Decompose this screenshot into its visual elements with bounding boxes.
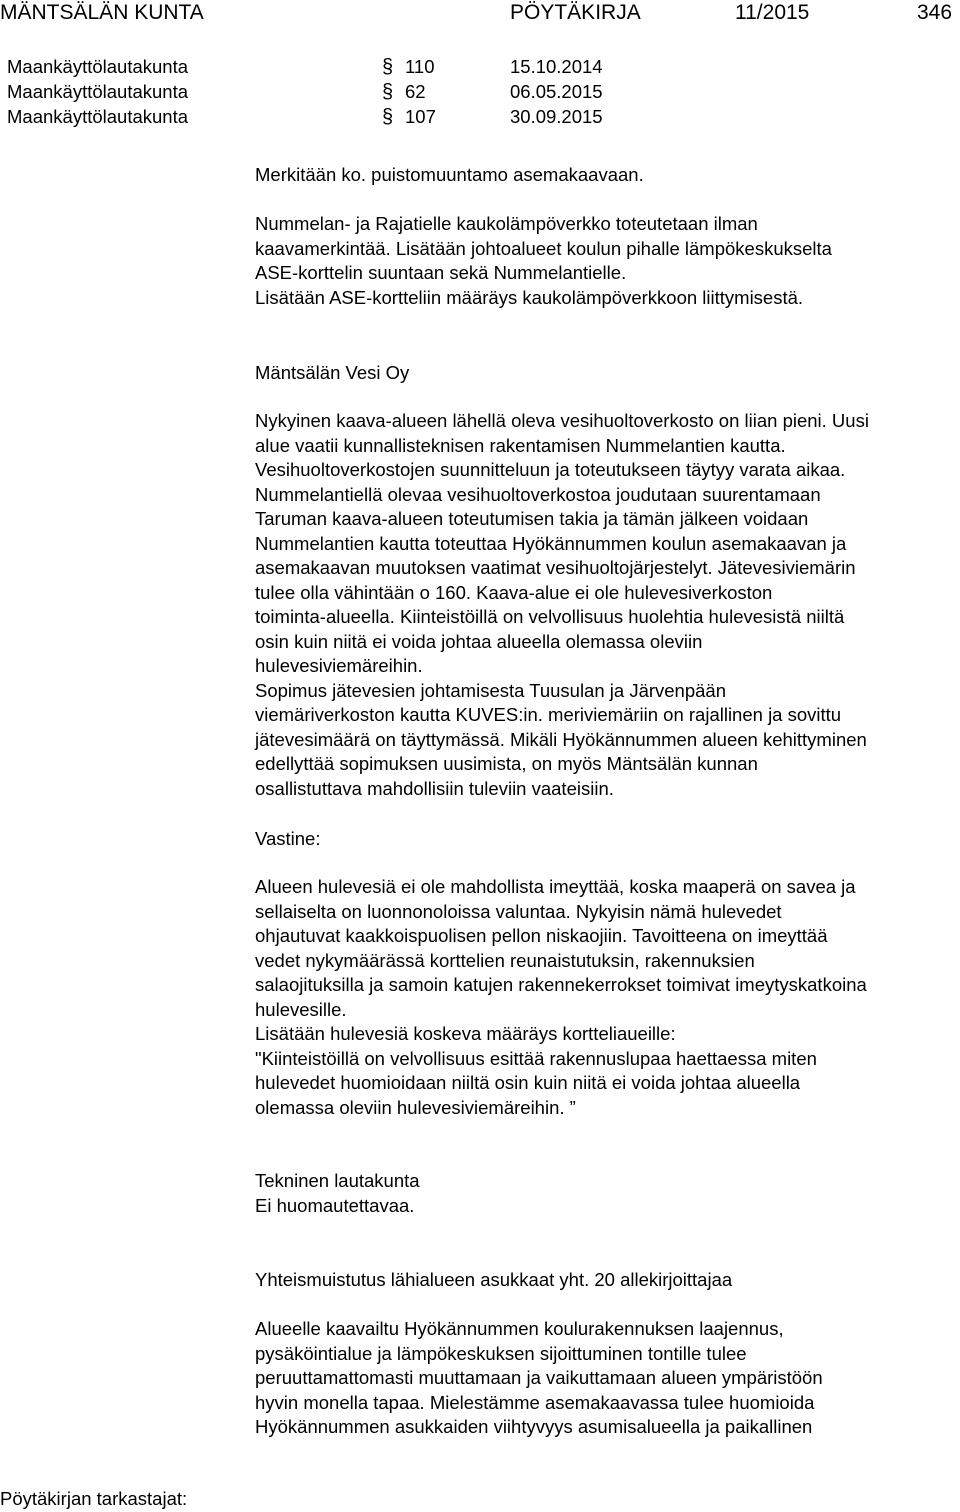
reference-body: Maankäyttölautakunta bbox=[7, 81, 189, 102]
reference-date: 30.09.2015 bbox=[510, 106, 603, 127]
section-symbol: § bbox=[382, 56, 394, 78]
issue-number: 11/2015 bbox=[735, 1, 810, 24]
text-line: Nummelan- ja Rajatielle kaukolämpöverkko toteutetaan ilman bbox=[255, 213, 758, 234]
text-line: alue vaatii kunnallisteknisen rakentamisen Nummelantien kautta. bbox=[255, 434, 786, 456]
reference-number: 110 bbox=[405, 56, 435, 77]
text-line: tulee olla vähintään o 160. Kaava-alue ei ole hulevesiverkoston bbox=[255, 581, 773, 603]
text-line: Alueen hulevesiä ei ole mahdollista imeyttää, koska maaperä on savea ja bbox=[255, 876, 856, 897]
text-line: hulevesille. bbox=[255, 998, 347, 1020]
section-heading-vesi bbox=[255, 361, 960, 386]
text-line: Yhteismuistutus lähialueen asukkaat yht. 20 allekirjoittajaa bbox=[255, 1269, 733, 1290]
text-line: Ei huomautettavaa. bbox=[255, 1194, 415, 1216]
text-line: toiminta-alueella. Kiinteistöillä on velvollisuus huolehtia hulevesistä niiltä bbox=[255, 606, 845, 627]
paragraph-district-heating bbox=[255, 212, 960, 310]
reference-number: 107 bbox=[405, 106, 436, 127]
text-line: hyvin monella tapaa. Mielestämme asemakaavassa tulee huomioida bbox=[255, 1391, 815, 1413]
reference-body: Maankäyttölautakunta bbox=[7, 56, 189, 77]
text-line: "Kiinteistöillä on velvollisuus esittää rakennuslupaa haettaessa miten bbox=[255, 1047, 817, 1069]
document-type: PÖYTÄKIRJA bbox=[510, 1, 641, 24]
text-line: Hyökännummen asukkaiden viihtyvyys asumisalueella ja paikallinen bbox=[255, 1416, 813, 1437]
reference-date: 06.05.2015 bbox=[510, 81, 603, 102]
text-line: Nykyinen kaava-alueen lähellä oleva vesihuoltoverkosto on liian pieni. Uusi bbox=[255, 410, 869, 431]
paragraph-water-supply bbox=[255, 409, 960, 801]
text-line: osallistuttava mahdollisiin tuleviin vaateisiin. bbox=[255, 777, 614, 799]
paragraph-joint-statement bbox=[255, 1268, 960, 1293]
text-line: Nummelantiellä olevaa vesihuoltoverkostoa joudutaan suurentamaan bbox=[255, 483, 821, 505]
text-line: kaavamerkintää. Lisätään johtoalueet koulun pihalle lämpökeskukselta bbox=[255, 237, 832, 259]
text-line: asemakaavan muutoksen vaatimat vesihuoltojärjestelyt. Jätevesiviemärin bbox=[255, 557, 856, 578]
reference-number: 62 bbox=[405, 81, 426, 102]
text-line: olemassa oleviin hulevesiviemäreihin. ” bbox=[255, 1096, 576, 1118]
text-line: Lisätään hulevesiä koskeva määräys kortteliaueille: bbox=[255, 1023, 676, 1044]
reference-date: 15.10.2014 bbox=[510, 56, 603, 77]
text-line: peruuttamattomasti muuttamaan ja vaikuttamaan alueen ympäristöön bbox=[255, 1367, 823, 1388]
organization-name: MÄNTSÄLÄN KUNTA bbox=[0, 1, 204, 24]
section-symbol: § bbox=[382, 106, 394, 128]
heading-text: Vastine: bbox=[255, 828, 321, 849]
text-line: Lisätään ASE-kortteliin määräys kaukolämpöverkkoon liittymisestä. bbox=[255, 286, 804, 308]
paragraph-transformer bbox=[255, 163, 960, 188]
text-line: hulevedet huomioidaan niiltä osin kuin niitä ei voida johtaa alueella bbox=[255, 1072, 801, 1093]
text-line: viemäriverkoston kautta KUVES:in. meriviemäriin on rajallinen ja sovittu bbox=[255, 704, 842, 725]
reference-body: Maankäyttölautakunta bbox=[7, 106, 189, 127]
text-line: Nummelantien kautta toteuttaa Hyökännummen koulun asemakaavan ja bbox=[255, 532, 847, 554]
text-line: Taruman kaava-alueen toteutumisen takia ja tämän jälkeen voidaan bbox=[255, 508, 809, 529]
text-line: vedet nykymäärässä korttelien reunaistutuksin, rakennuksien bbox=[255, 949, 755, 971]
paragraph-technical-board bbox=[255, 1169, 960, 1218]
text-line: Tekninen lautakunta bbox=[255, 1170, 420, 1191]
text-line: Alueelle kaavailtu Hyökännummen koulurakennuksen laajennus, bbox=[255, 1318, 784, 1339]
text-line: jätevesimäärä on täyttymässä. Mikäli Hyökännummen alueen kehittyminen bbox=[255, 728, 867, 750]
heading-text: Mäntsälän Vesi Oy bbox=[255, 362, 410, 383]
paragraph-residents-concern bbox=[255, 1317, 960, 1440]
text-line: edellyttää sopimuksen uusimista, on myös Mäntsälän kunnan bbox=[255, 753, 758, 774]
text-line: ASE-korttelin suuntaan sekä Nummelantielle. bbox=[255, 262, 627, 283]
text-line: Vesihuoltoverkostojen suunnitteluun ja toteutukseen täytyy varata aikaa. bbox=[255, 459, 846, 480]
section-symbol: § bbox=[382, 81, 394, 103]
paragraph-stormwater-response bbox=[255, 875, 960, 1120]
text-line: pysäköintialue ja lämpökeskuksen sijoittuminen tontille tulee bbox=[255, 1342, 747, 1364]
text-line: ohjautuvat kaakkoispuolisen pellon niskaojiin. Tavoitteena on imeyttää bbox=[255, 925, 828, 946]
reviewers-label: Pöytäkirjan tarkastajat: bbox=[0, 1488, 188, 1509]
text-line: Merkitään ko. puistomuuntamo asemakaavaan. bbox=[255, 164, 644, 185]
text-line: salaojituksilla ja samoin katujen rakennekerrokset toimivat imeytyskatkoina bbox=[255, 974, 867, 995]
text-line: hulevesiviemäreihin. bbox=[255, 655, 423, 676]
page-number: 346 bbox=[917, 1, 953, 24]
section-heading-vastine bbox=[255, 827, 960, 852]
text-line: osin kuin niitä ei voida johtaa alueella olemassa oleviin bbox=[255, 630, 703, 652]
text-line: Sopimus jätevesien johtamisesta Tuusulan ja Järvenpään bbox=[255, 679, 727, 701]
text-line: sellaiselta on luonnonoloissa valuntaa. Nykyisin nämä hulevedet bbox=[255, 900, 782, 922]
